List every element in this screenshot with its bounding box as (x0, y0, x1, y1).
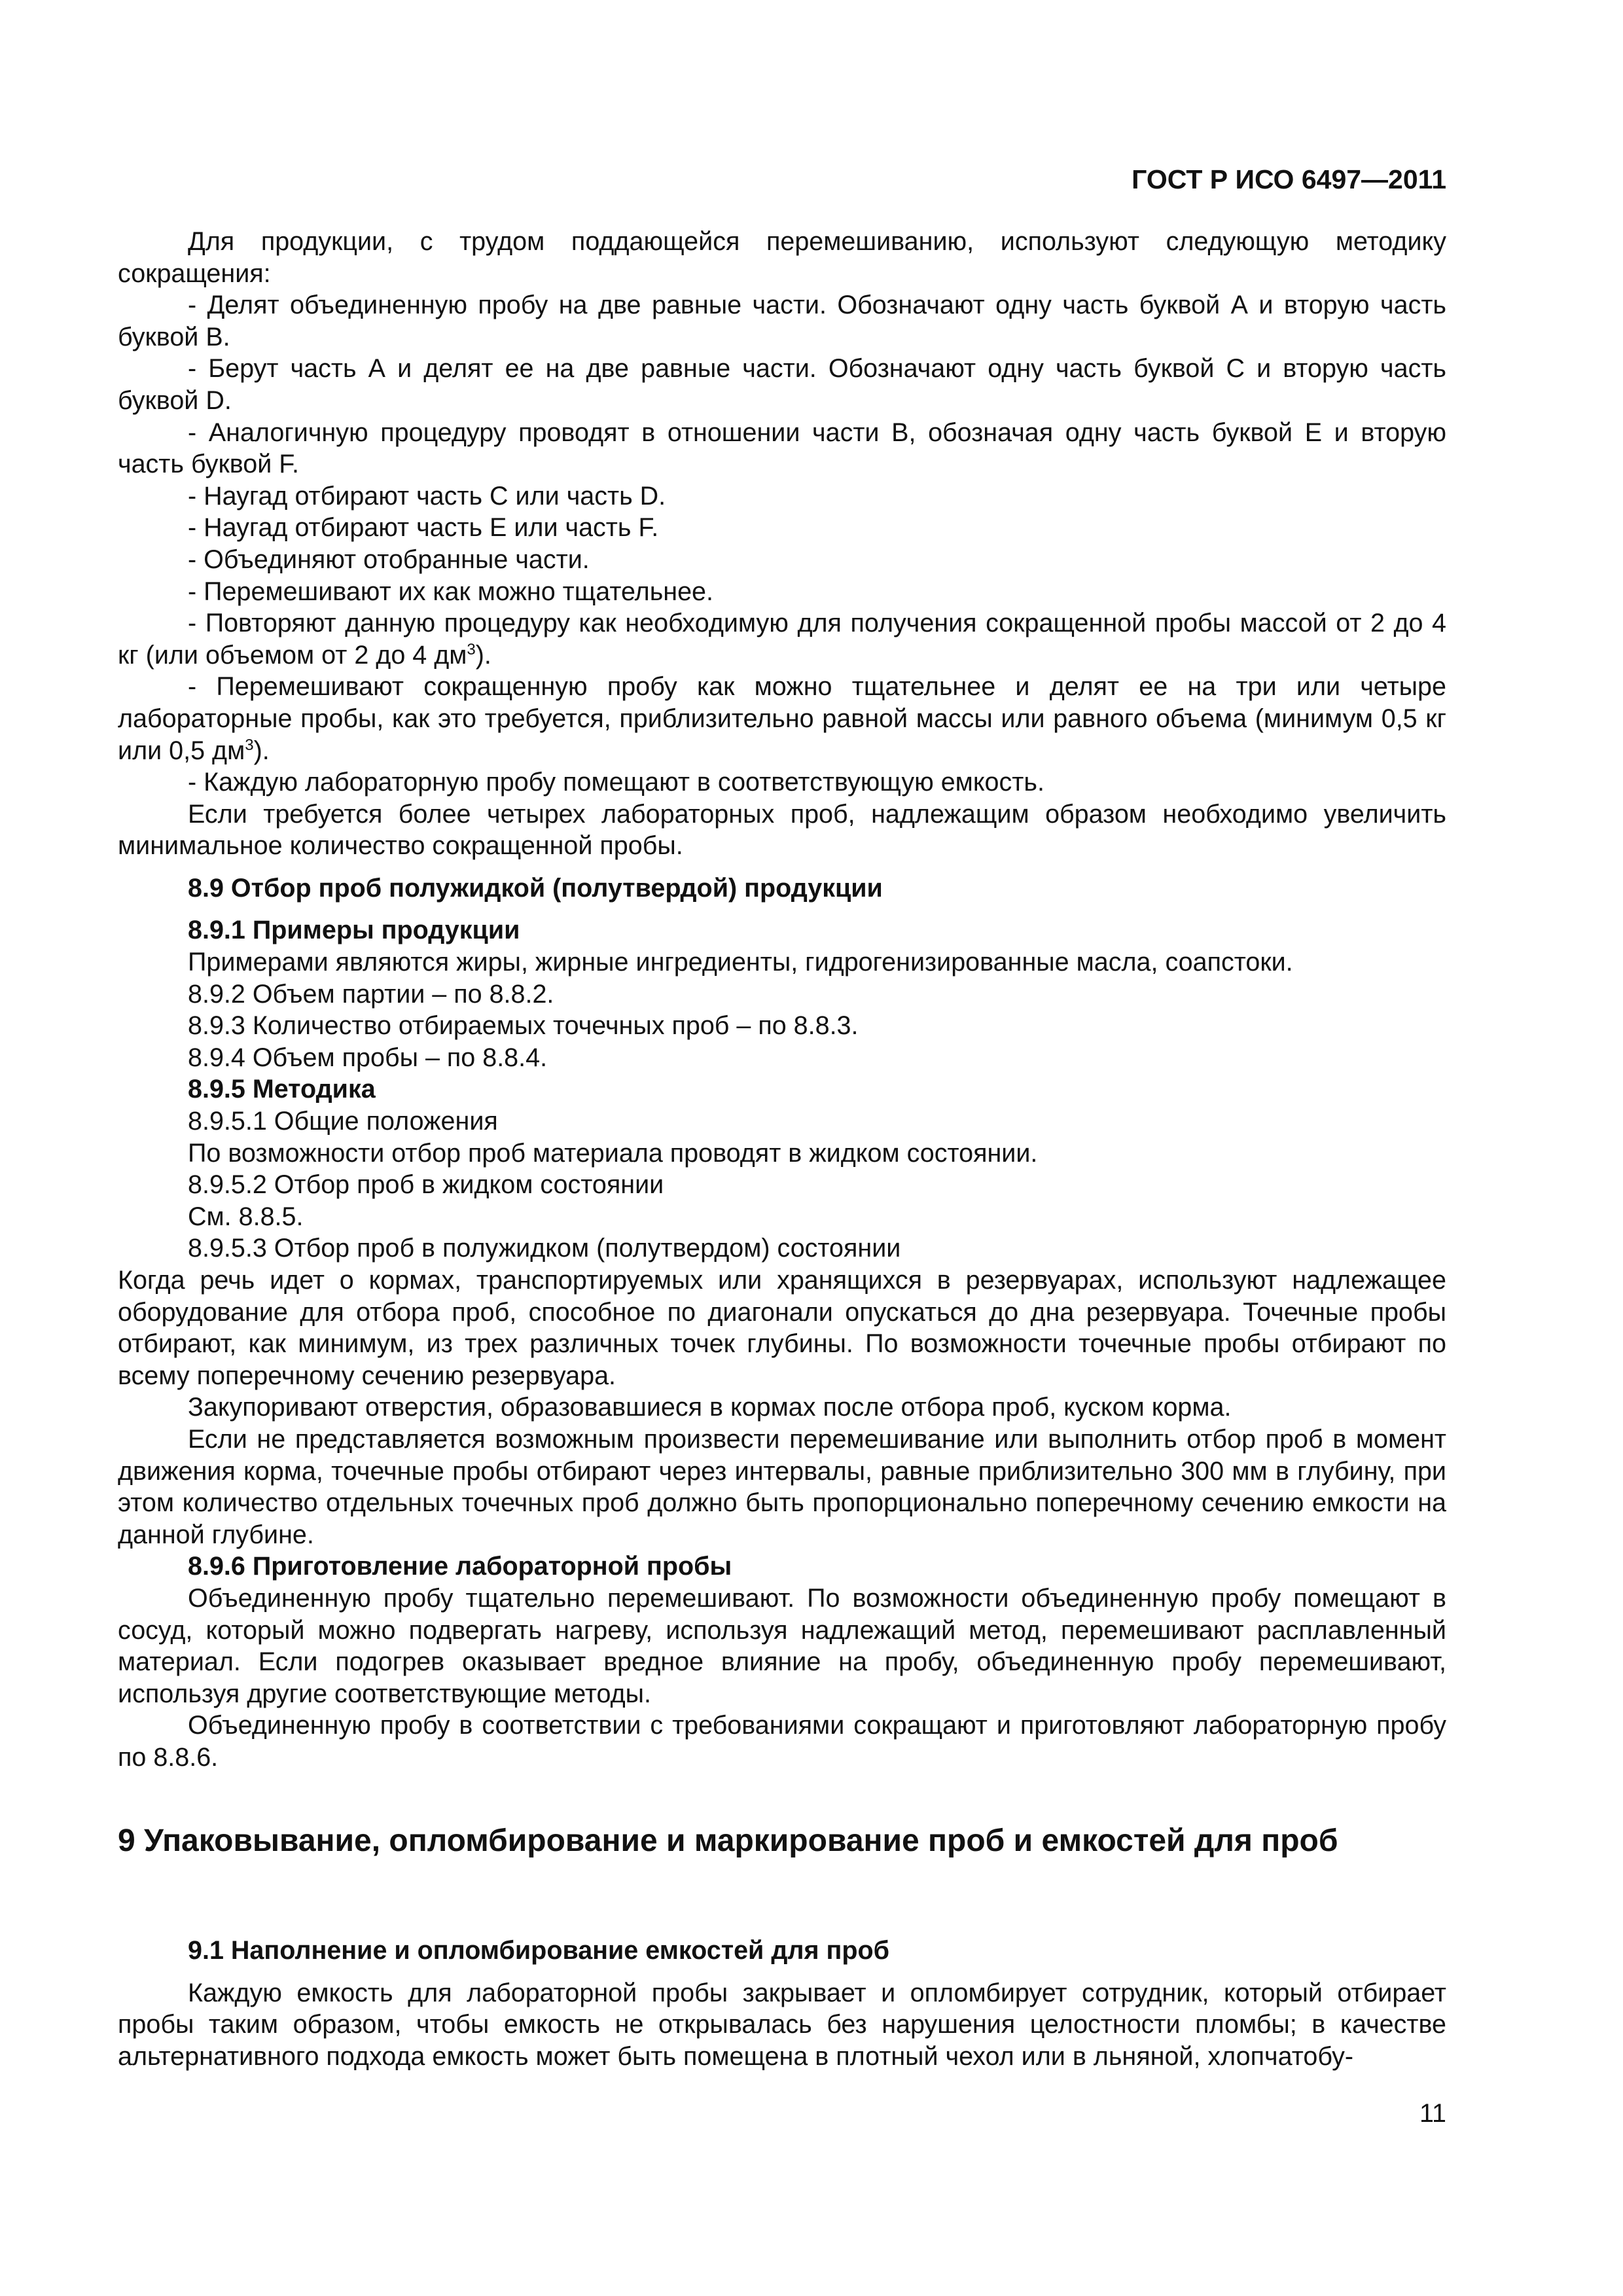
section-8-9-5-title: 8.9.5 Методика (188, 1075, 376, 1104)
repeat-end: ). (475, 640, 491, 670)
section-8-9-1-title: 8.9.1 Примеры продукции (188, 916, 520, 945)
section-8-9-4: 8.9.4 Объем пробы – по 8.8.4. (188, 1043, 548, 1072)
section-8-9-title: 8.9 Отбор проб полужидкой (полутвердой) продукции (188, 873, 883, 903)
body-text-upper (118, 226, 1446, 1774)
section-8-9-5-3: 8.9.5.3 Отбор проб в полужидком (полутвердом) состоянии (188, 1234, 901, 1263)
section-8-9-6-title: 8.9.6 Приготовление лабораторной пробы (188, 1552, 732, 1581)
method-intro: Для продукции, с трудом поддающейся перемешиванию, используют следующую методику сокращения: (118, 227, 1446, 288)
method-item: - Каждую лабораторную пробу помещают в соответствующую емкость. (188, 768, 1044, 797)
method-item: - Перемешивают их как можно тщательнее. (188, 577, 713, 606)
section-8-9-1-text: Примерами являются жиры, жирные ингредиенты, гидрогенизированные масла, соапстоки. (188, 948, 1293, 977)
body-text-lower (118, 1935, 1446, 2072)
section-8-9-5-2-text: См. 8.8.5. (188, 1202, 304, 1231)
section-8-9-5-1-text: По возможности отбор проб материала проводят в жидком состоянии. (188, 1138, 1038, 1168)
method-item: - Объединяют отобранные части. (188, 545, 590, 574)
method-item: - Наугад отбирают часть С или часть D. (188, 481, 666, 511)
page-number: 11 (1419, 2099, 1446, 2128)
section-9-1-paragraph: Каждую емкость для лабораторной пробы закрывает и опломбирует сотрудник, который отбирает пробы таким образом, чтобы емкость не открывалась без нарушения целостности пломбы; в качестве альтернативного подхода емкость может быть помещена в плотный чехол или в льняной, хлопчатобу- (118, 1978, 1446, 2071)
method-note: Если требуется более четырех лабораторных проб, надлежащим образом необходимо увеличить минимальное количество сокращенной пробы. (118, 799, 1446, 861)
section-8-9-3: 8.9.3 Количество отбираемых точечных проб – по 8.8.3. (188, 1011, 859, 1041)
method-item-repeat (118, 607, 1446, 671)
method-item-mix (118, 671, 1446, 766)
repeat-superscript: 3 (467, 640, 476, 658)
section-9-title: 9 Упаковывание, опломбирование и маркирование проб и емкостей для проб (118, 1823, 1338, 1858)
section-8-9-6-paragraph: Объединенную пробу в соответствии с требованиями сокращают и приготовляют лабораторную пробу по 8.8.6. (118, 1711, 1446, 1772)
mix-end: ). (253, 736, 270, 765)
method-item: - Аналогичную процедуру проводят в отношении части В, обозначая одну часть буквой Е и вторую часть буквой F. (118, 418, 1446, 479)
section-9-1-title: 9.1 Наполнение и опломбирование емкостей для проб (188, 1936, 890, 1965)
method-item: - Наугад отбирают часть Е или часть F. (188, 513, 659, 543)
section-8-9-5-3-paragraph: Когда речь идет о кормах, транспортируемых или хранящихся в резервуарах, используют надлежащее оборудование для отбора проб, способное по диагонали опускаться до дна резервуара. Точечные пробы отбирают, как минимум, из трех различных точек глубины. По возможности точечные пробы отбирают по всему поперечному сечению резервуара. (118, 1266, 1446, 1390)
repeat-text: - Повторяют данную процедуру как необходимую для получения сокращенной пробы массой от 2 до 4 кг (или объемом от 2 до 4 дм (118, 609, 1446, 670)
section-8-9-5-1: 8.9.5.1 Общие положения (188, 1107, 498, 1136)
section-8-9-5-3-paragraph: Если не представляется возможным произвести перемешивание или выполнить отбор проб в момент движения корма, точечные пробы отбирают через интервалы, равные приблизительно 300 мм в глубину, при этом количество отдельных точечных проб должно быть пропорционально поперечному сечению емкости на данной глубине. (118, 1424, 1446, 1549)
method-item: - Берут часть А и делят ее на две равные части. Обозначают одну часть буквой С и вторую часть буквой D. (118, 354, 1446, 415)
document-header: ГОСТ Р ИСО 6497—2011 (1132, 164, 1446, 194)
method-item: - Делят объединенную пробу на две равные части. Обозначают одну часть буквой А и вторую часть буквой В. (118, 291, 1446, 351)
section-8-9-2: 8.9.2 Объем партии – по 8.8.2. (188, 979, 554, 1009)
mix-text: - Перемешивают сокращенную пробу как можно тщательнее и делят ее на три или четыре лабораторные пробы, как это требуется, приблизительно равной массы или равного объема (минимум 0,5 кг или 0,5 дм (118, 672, 1446, 765)
mix-superscript: 3 (245, 736, 254, 754)
section-8-9-5-3-paragraph: Закупоривают отверстия, образовавшиеся в кормах после отбора проб, куском корма. (188, 1393, 1232, 1422)
section-8-9-5-2: 8.9.5.2 Отбор проб в жидком состоянии (188, 1170, 664, 1200)
section-8-9-6-paragraph: Объединенную пробу тщательно перемешивают. По возможности объединенную пробу помещают в сосуд, который можно подвергать нагреву, используя надлежащий метод, перемешивают расплавленный материал. Если подогрев оказывает вредное влияние на пробу, объединенную пробу перемешивают, используя другие соответствующие методы. (118, 1583, 1446, 1708)
